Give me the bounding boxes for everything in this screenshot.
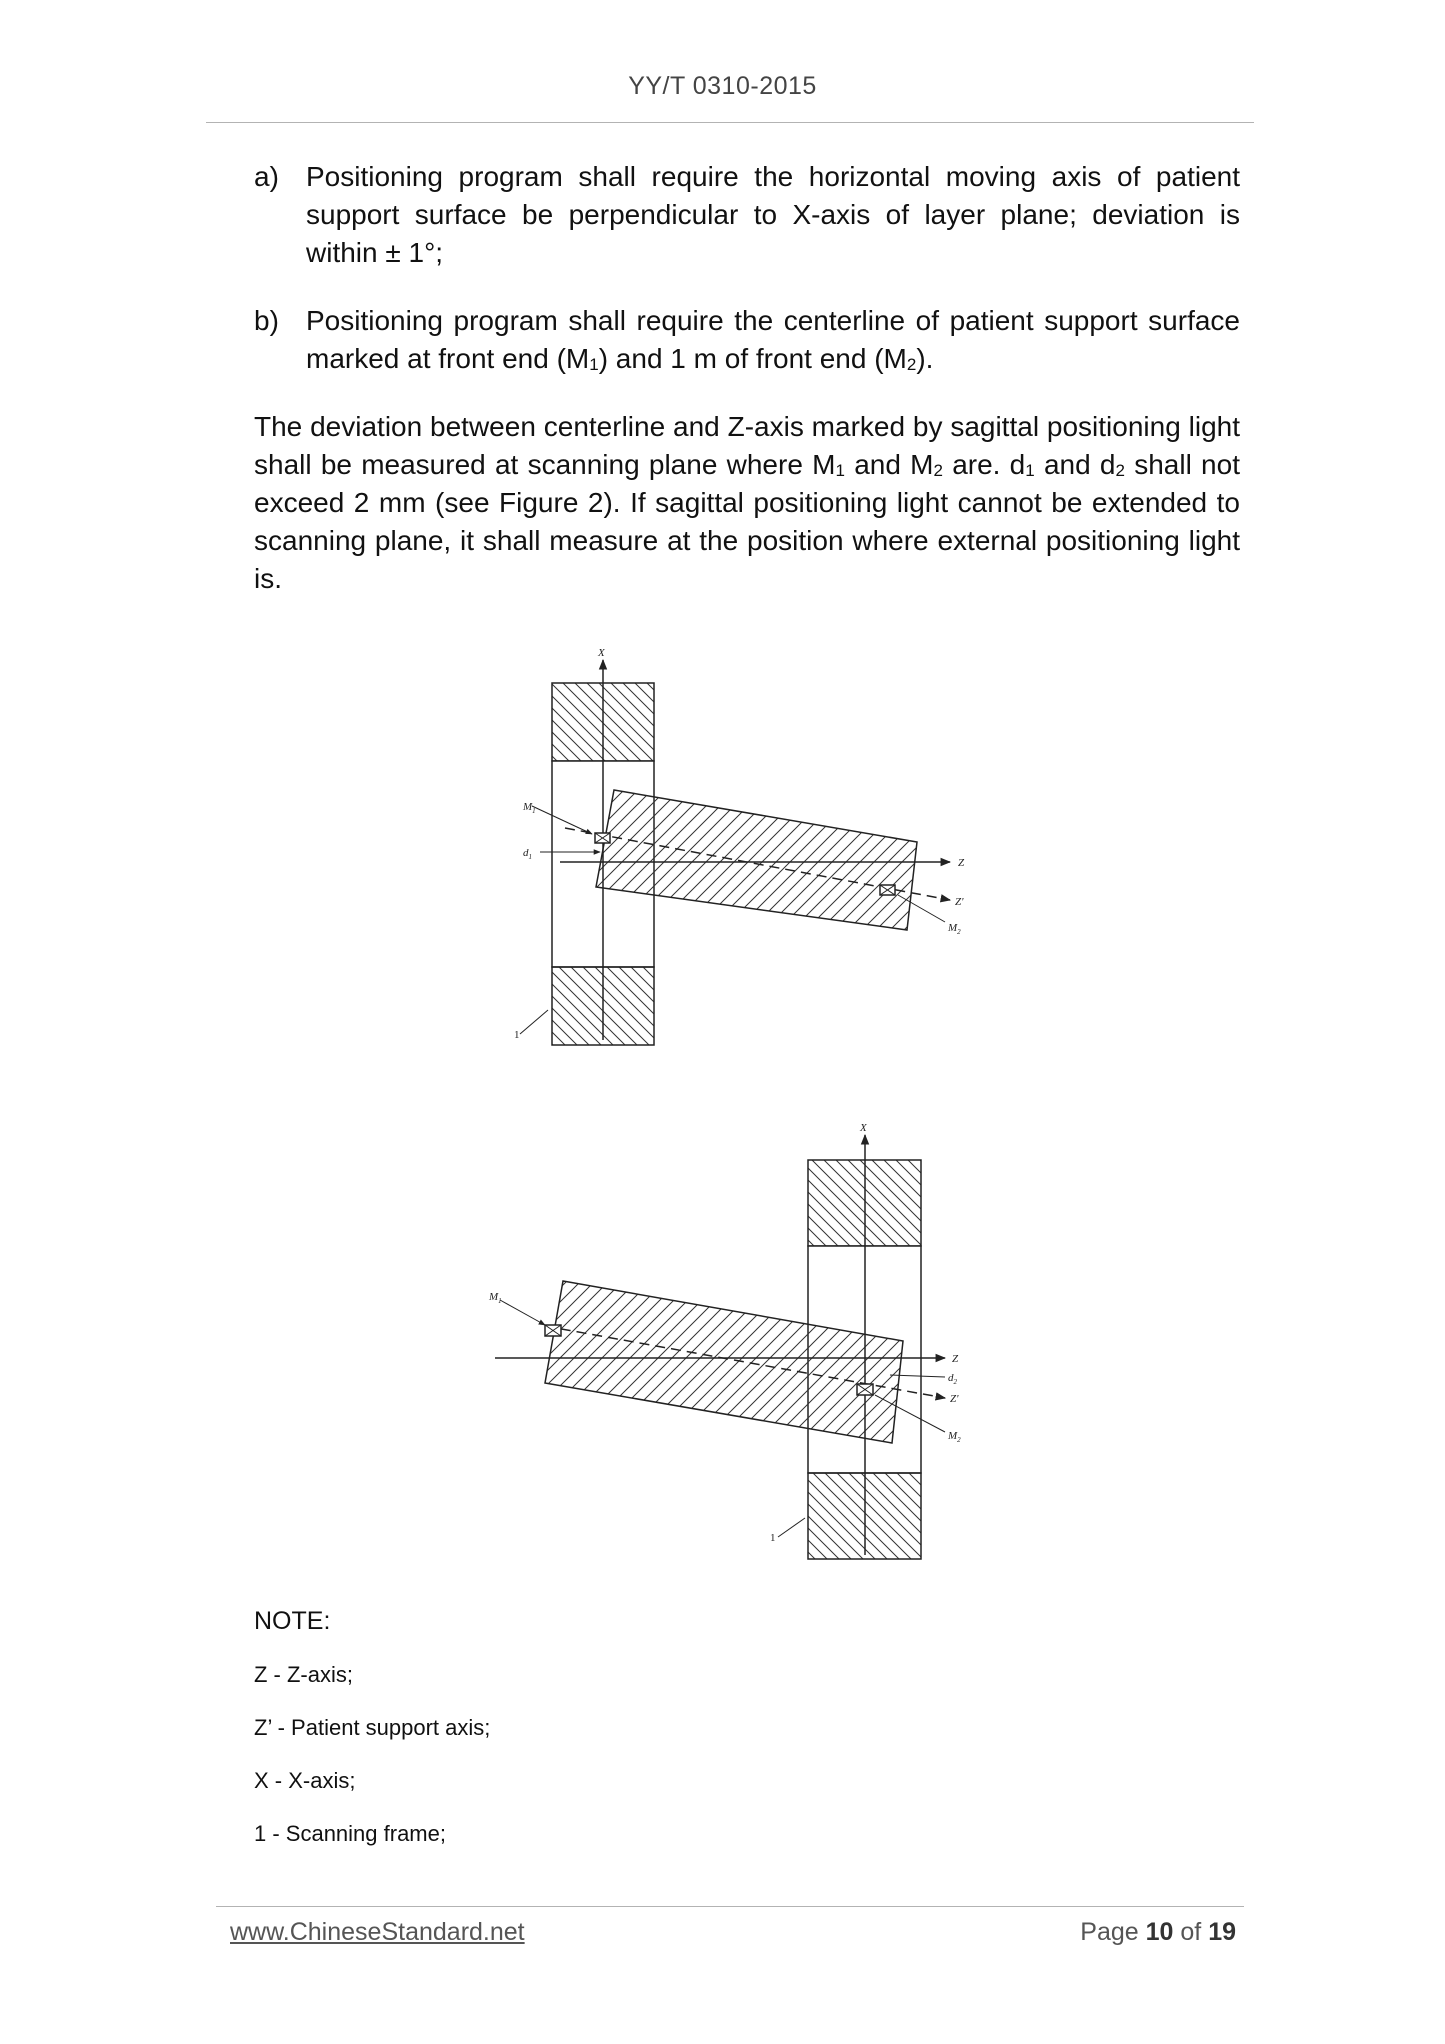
page-indicator	[1080, 1918, 1236, 1947]
note-item: Z - Z-axis;	[254, 1662, 353, 1687]
list-marker-b: b)	[254, 305, 279, 336]
figure-bottom	[495, 1135, 945, 1559]
label-z-top: Z	[958, 857, 965, 869]
label-m2-top: $M_2$	[948, 922, 961, 936]
paragraph-part: shall not exceed 2 mm (see Figure 2). If sagittal positioning light cannot be extended to scanning plane, it shall measure at the position where external positioning light is.	[254, 449, 1240, 594]
subscript: 2	[1115, 461, 1125, 480]
note-item: X - X-axis;	[254, 1768, 356, 1793]
subscript: 1	[589, 355, 599, 374]
list-text-b-part: ).	[916, 343, 934, 374]
paragraph-part: The deviation between centerline and Z-axis marked by sagittal positioning light shall be measured at scanning plane where M	[254, 411, 1240, 480]
note-heading: NOTE:	[254, 1607, 331, 1635]
page-total: 19	[1208, 1918, 1236, 1946]
list-marker-a: a)	[254, 161, 279, 192]
label-d2-bottom: $d_2$	[948, 1372, 957, 1386]
label-x-bottom: X	[860, 1122, 867, 1134]
paragraph-part: and d	[1034, 449, 1116, 480]
label-x-top: X	[598, 647, 605, 659]
label-zprime-top: Z'	[955, 896, 964, 908]
list-text-b-part: ) and 1 m of front end (M	[598, 343, 907, 374]
website-link[interactable]: www.ChineseStandard.net	[230, 1918, 525, 1946]
figure-top	[520, 660, 950, 1045]
paragraph-part: and M	[844, 449, 934, 480]
page-word: Page	[1080, 1918, 1139, 1946]
label-m1-top: $M_1$	[523, 801, 536, 815]
label-m1-bottom: $M_1$	[489, 1291, 502, 1305]
list-text-b-part: Positioning program shall require the centerline of patient support surface marked at front end (M	[306, 305, 1240, 374]
label-d1-top: $d_1$	[523, 847, 532, 861]
document-code: YY/T 0310-2015	[628, 72, 817, 100]
label-frame-top: 1	[514, 1029, 520, 1041]
subscript: 2	[933, 461, 943, 480]
subscript: 1	[1025, 461, 1035, 480]
label-zprime-bottom: Z'	[950, 1393, 959, 1405]
label-m2-bottom: $M_2$	[948, 1430, 961, 1444]
subscript: 2	[906, 355, 917, 374]
note-item: Z’ - Patient support axis;	[254, 1715, 491, 1740]
page-number: 10	[1145, 1918, 1174, 1946]
note-item: 1 - Scanning frame;	[254, 1821, 446, 1846]
paragraph-part: are. d	[942, 449, 1026, 480]
subscript: 1	[835, 461, 845, 480]
footer-divider	[216, 1906, 1244, 1907]
list-text-a: Positioning program shall require the horizontal moving axis of patient support surface be perpendicular to X-axis of layer plane; deviation is within ± 1°;	[306, 161, 1240, 268]
label-z-bottom: Z	[952, 1353, 959, 1365]
of-word: of	[1180, 1918, 1202, 1946]
label-frame-bottom: 1	[770, 1532, 776, 1544]
